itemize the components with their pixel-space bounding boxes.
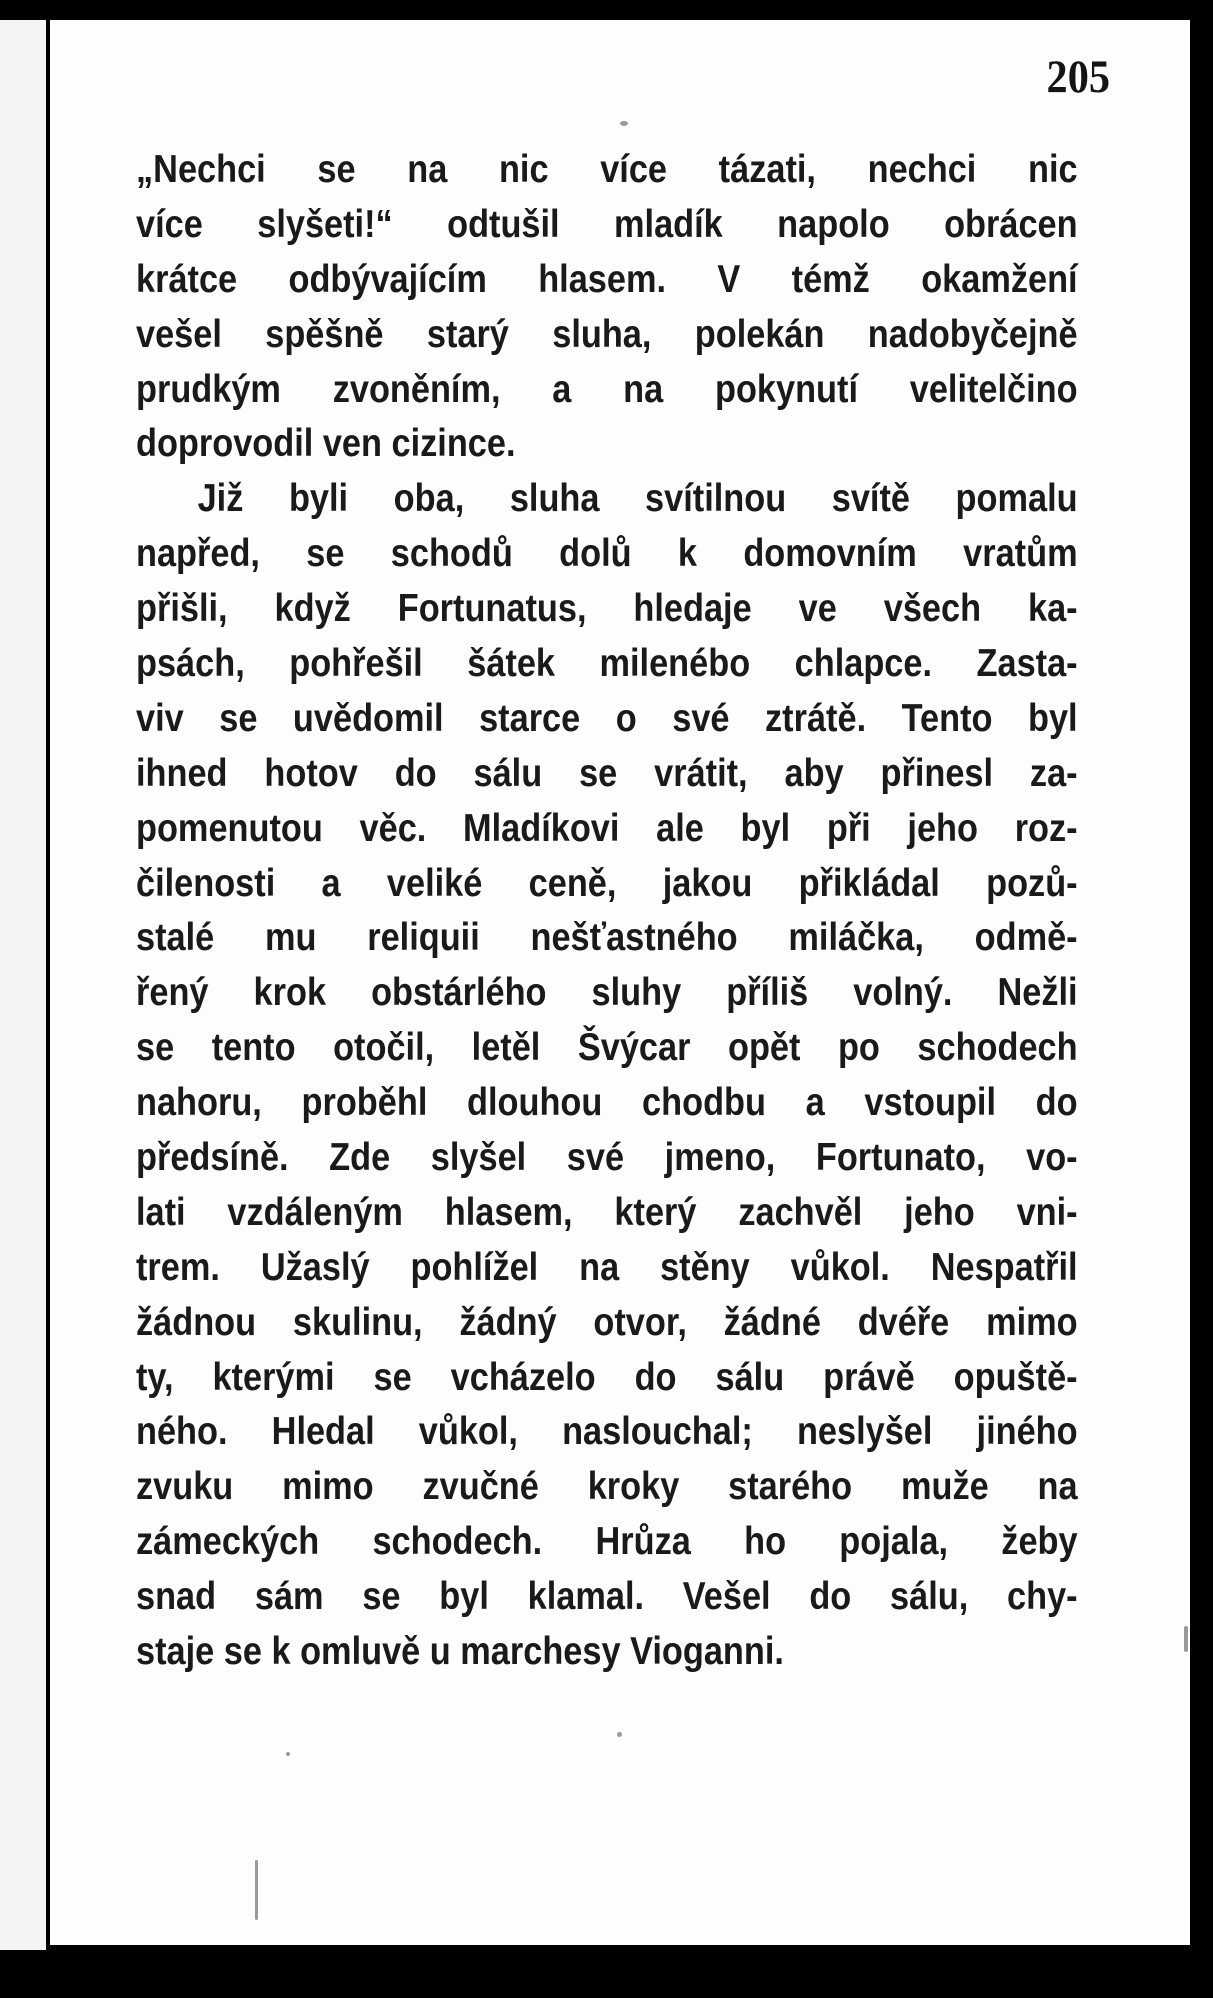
text-line: žádnou skulinu, žádný otvor, žádné dvéře mimo [136, 1300, 1078, 1344]
text-line: zvuku mimo zvučné kroky starého muže na [136, 1465, 1078, 1509]
text-line: prudkým zvoněním, a na pokynutí velitelčino [136, 367, 1078, 411]
print-speck [1184, 1626, 1188, 1652]
text-line: ty, kterými se vcházelo do sálu právě opuště- [136, 1355, 1078, 1399]
text-line: předsíně. Zde slyšel své jmeno, Fortunato, vo- [136, 1136, 1078, 1180]
text-line: psách, pohřešil šátek milenébo chlapce. Zasta- [136, 642, 1078, 686]
print-speck [255, 1860, 258, 1920]
print-speck [620, 121, 628, 126]
text-line: staje se k omluvě u marchesy Vioganni. [136, 1630, 784, 1674]
page-number: 205 [1046, 51, 1110, 103]
text-line: krátce odbývajícím hlasem. V témž okamžení [136, 257, 1078, 301]
text-line: napřed, se schodů dolů k domovním vratům [136, 532, 1078, 576]
page-text [136, 143, 1078, 1680]
text-line: se tento otočil, letěl Švýcar opět po schodech [136, 1026, 1078, 1070]
text-line: trem. Užaslý pohlížel na stěny vůkol. Nespatřil [136, 1245, 1078, 1289]
text-line: doprovodil ven cizince. [136, 422, 516, 466]
text-line: vešel spěšně starý sluha, polekán nadobyčejně [136, 312, 1078, 356]
text-line: přišli, když Fortunatus, hledaje ve všech ka- [136, 587, 1078, 631]
text-line: lati vzdáleným hlasem, který zachvěl jeho vni- [136, 1190, 1078, 1234]
text-line: snad sám se byl klamal. Vešel do sálu, chy- [136, 1575, 1078, 1619]
print-speck [286, 1752, 290, 1756]
text-line: zámeckých schodech. Hrůza ho pojala, žeby [136, 1520, 1078, 1564]
text-line: viv se uvědomil starce o své ztrátě. Tento byl [136, 696, 1078, 740]
text-line: stalé mu reliquii nešťastného miláčka, odmě- [136, 916, 1078, 960]
book-page [50, 20, 1190, 1945]
text-line: ihned hotov do sálu se vrátit, aby přinesl za- [136, 751, 1078, 795]
text-line: více slyšeti!“ odtušil mladík napolo obrácen [136, 202, 1078, 246]
text-line: pomenutou věc. Mladíkovi ale byl při jeho roz- [136, 806, 1078, 850]
text-line: čilenosti a veliké ceně, jakou přikládal pozů- [136, 861, 1078, 905]
text-line: řený krok obstárlého sluhy příliš volný. Nežli [136, 971, 1078, 1015]
text-line: „Nechci se na nic více tázati, nechci nic [136, 148, 1078, 191]
text-line: ného. Hledal vůkol, naslouchal; neslyšel jiného [136, 1410, 1078, 1454]
text-line: Již byli oba, sluha svítilnou svítě pomalu [197, 477, 1078, 521]
left-page-edge [0, 20, 46, 1950]
text-line: nahoru, proběhl dlouhou chodbu a vstoupil do [136, 1081, 1078, 1125]
print-speck [617, 1732, 622, 1737]
